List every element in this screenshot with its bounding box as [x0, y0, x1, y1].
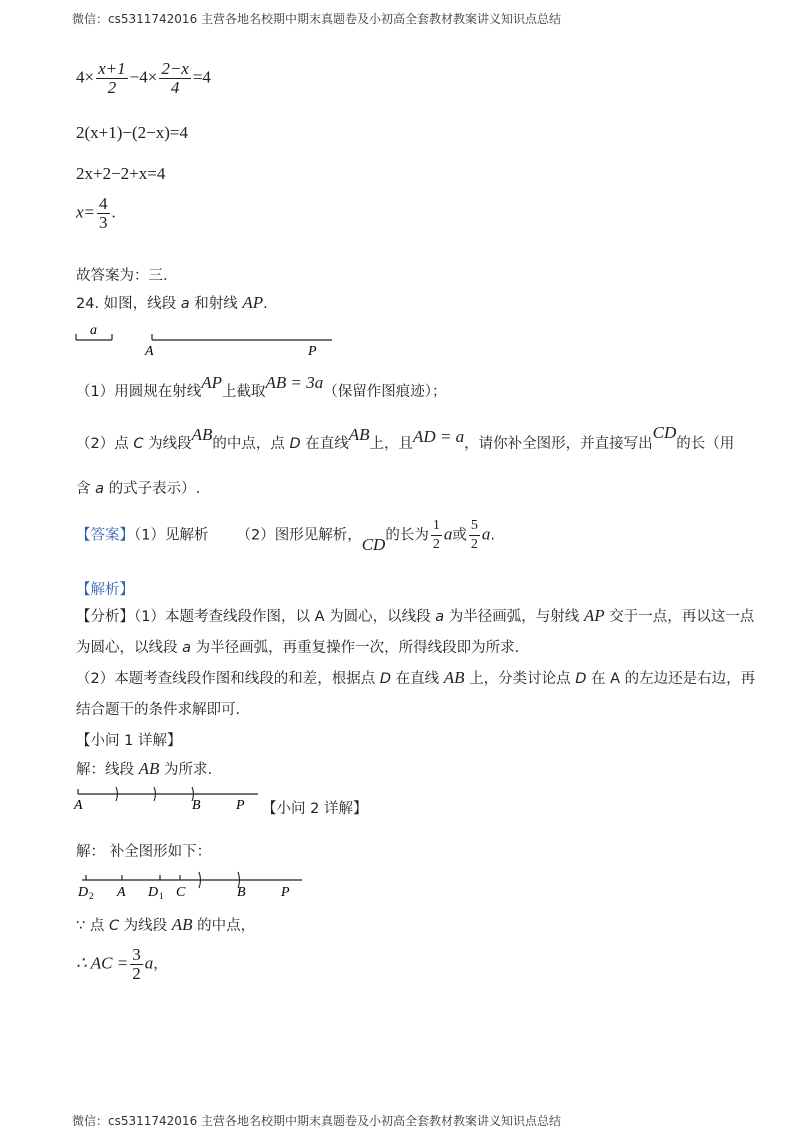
eq1-rhs: =4 [192, 67, 211, 87]
answer-tag: 【答案】 [76, 527, 134, 544]
label-B-sub2: B [237, 885, 246, 900]
previous-answer: 故答案为：三. [76, 268, 168, 284]
answer-fraction-2: $\frac{5}{2}$ [470, 518, 478, 552]
eq4-fraction: $\frac{4}{3}$ [99, 194, 108, 232]
analysis-part-2: （2）本题考查线段作图和线段的和差，根据点 D 在直线 AB 上，分类讨论点 D 在 A 的左边还是右边，再 [76, 668, 756, 687]
figure-sub-2 [70, 866, 310, 900]
analysis-part-2-line-2: 结合题干的条件求解即可. [76, 702, 241, 718]
label-C: C [176, 885, 186, 900]
eq1-minus: −4× [129, 67, 158, 87]
equation-1 [76, 60, 211, 97]
equation-2: 2(x+1)−(2−x)=4 [76, 123, 188, 142]
label-A-sub1: A [74, 798, 83, 812]
answer-line: 【答案】（1）见解析 （2）图形见解析，CD的长为 $\frac{1}{2}$ a或 $\frac{5}{2}$ a. [76, 518, 495, 554]
question-24-part-2-line-2: 含 a 的式子表示）. [76, 481, 201, 497]
label-D2: D [78, 885, 89, 900]
sub-question-1-title: 【小问 1 详解】 [76, 733, 182, 749]
label-D1: D [148, 885, 159, 900]
therefore-statement: ∴ AC = $\frac{3}{2}$ a， [76, 945, 168, 983]
label-D2-subscript: 2 [89, 891, 94, 900]
label-a: a [90, 323, 97, 338]
question-24-part-1: （1）用圆规在射线AP上截取AB = 3a（保留作图痕迹）； [76, 373, 447, 400]
label-D1-subscript: 1 [159, 891, 164, 900]
label-P: P [308, 344, 317, 359]
label-A: A [145, 344, 154, 359]
answer-fraction-1: $\frac{1}{2}$ [432, 518, 440, 552]
equation-3: 2x+2−2+x=4 [76, 164, 166, 183]
analysis-tag: 【解析】 [76, 582, 134, 598]
sub-question-1-solution: 解：线段 AB 为所求. [76, 759, 213, 778]
page-header: 微信：cs5311742016 主营各地名校期中期末真题卷及小初高全套教材教案讲义知识点总结 [72, 12, 562, 26]
figure-sub-1 [70, 782, 270, 812]
question-24-title: 24. 如图，线段 a 和射线 AP. [76, 293, 268, 312]
eq1-coef: 4× [76, 67, 95, 87]
page-footer: 微信：cs5311742016 主营各地名校期中期末真题卷及小初高全套教材教案讲义知识点总结 [72, 1114, 562, 1128]
equation-4: x= $\frac{4}{3}$ . [76, 194, 116, 232]
sub-question-2-title: 【小问 2 详解】 [262, 801, 368, 817]
eq1-fraction-2: $\frac{2-x}{4}$ [161, 59, 189, 97]
therefore-fraction: $\frac{3}{2}$ [132, 945, 141, 983]
analysis-part-1: 【分析】（1）本题考查线段作图，以 A 为圆心，以线段 a 为半径画弧，与射线 AP 交于一点，再以这一点 [76, 606, 755, 625]
label-A-sub2: A [117, 885, 126, 900]
question-24-part-2: （2）点 C 为线段AB的中点，点 D 在直线AB上，且AD = a，请你补全图形，并直接写出CD的长（用 [76, 423, 735, 452]
because-statement: ∵ 点 C 为线段 AB 的中点， [76, 915, 256, 934]
figure-segment-ray [70, 320, 350, 360]
eq1-fraction-1: $\frac{x+1}{2}$ [98, 59, 126, 97]
analysis-part-1-line-2: 为圆心，以线段 a 为半径画弧，再重复操作一次，所得线段即为所求. [76, 640, 520, 656]
label-B-sub1: B [192, 798, 201, 812]
label-P-sub1: P [236, 798, 245, 812]
label-P-sub2: P [281, 885, 290, 900]
sub-question-2-intro: 解： 补全图形如下： [76, 844, 212, 860]
